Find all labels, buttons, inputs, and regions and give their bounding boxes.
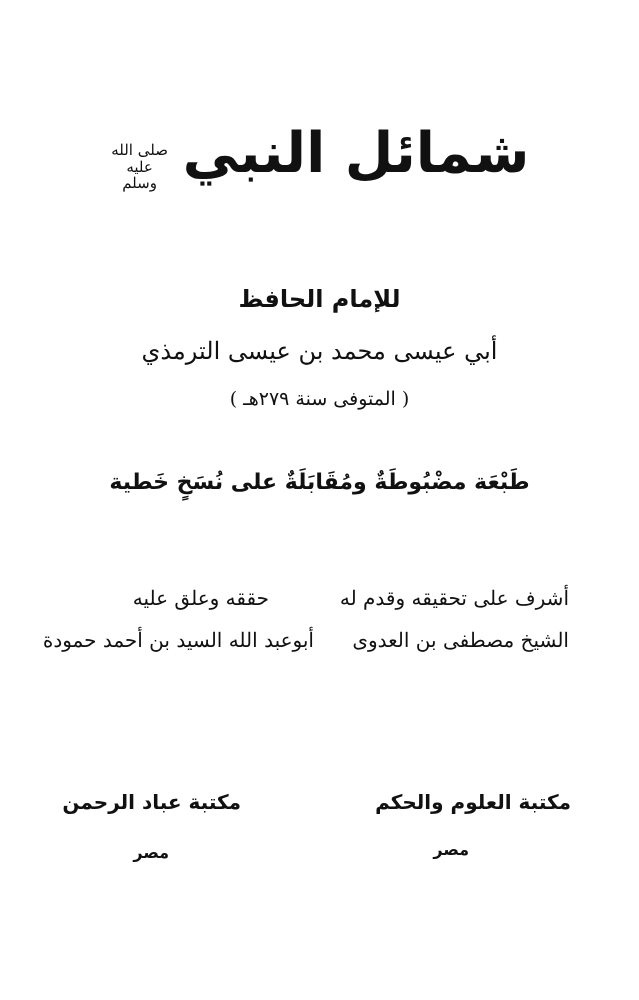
death-date: ( المتوفى سنة ٢٧٩هـ ) <box>229 388 410 410</box>
edition-note: طَبْعَة مضْبُوطَةٌ ومُقَابَلَةٌ على نُسَخٍ خَطية <box>109 470 530 495</box>
publisher-country: مصر <box>433 840 469 859</box>
author-name: أبي عيسى محمد بن عيسى الترمذي <box>141 337 498 365</box>
salutation-honorific: صلى الله عليه وسلم <box>111 141 168 192</box>
title-block <box>0 120 639 192</box>
publisher-name: مكتبة العلوم والحكم <box>375 790 571 814</box>
supervision-label: أشرف على تحقيقه وقدم له <box>339 586 569 610</box>
supervisor-name: الشيخ مصطفى بن العدوى <box>352 628 569 652</box>
book-title: شمائل النبي <box>182 121 530 186</box>
editor-label: حققه وعلق عليه <box>132 586 269 610</box>
author-title: للإمام الحافظ <box>238 285 401 313</box>
publisher-name: مكتبة عباد الرحمن <box>62 790 241 814</box>
editor-name: أبوعبد الله السيد بن أحمد حمودة <box>42 628 314 652</box>
publisher-country: مصر <box>133 843 169 862</box>
